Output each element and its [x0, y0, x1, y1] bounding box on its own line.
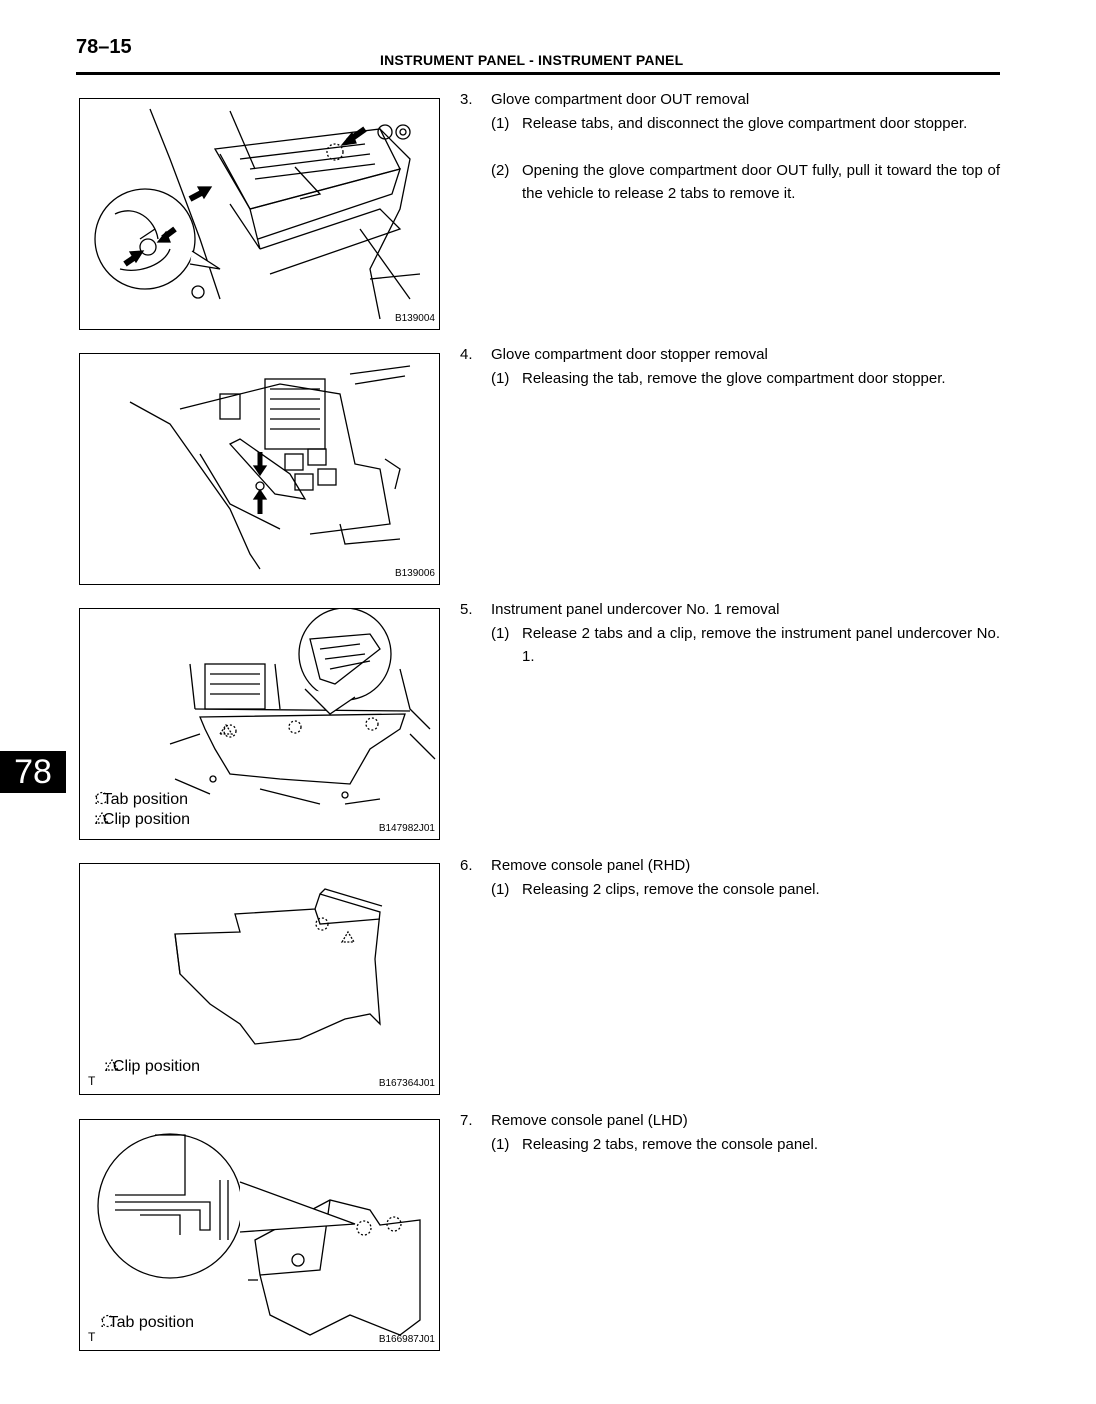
substep-number: (1)	[491, 369, 510, 387]
substep	[491, 1133, 1000, 1157]
substep	[491, 112, 1000, 136]
step-number: 5.	[460, 601, 473, 618]
figure-console-rhd	[79, 863, 440, 1095]
substep-number: (1)	[491, 114, 510, 132]
substep-text: Releasing 2 tabs, remove the console panel.	[522, 1135, 819, 1153]
figure-code: B139004	[394, 313, 435, 324]
clip-position-icon	[94, 811, 110, 825]
figure-undercover-removal	[79, 608, 440, 840]
figure-t-mark: T	[88, 1330, 96, 1344]
step-number: 3.	[460, 91, 473, 108]
substep	[491, 622, 1000, 669]
legend-label: : Clip position	[94, 811, 191, 828]
step-title: Remove console panel (LHD)	[491, 1112, 688, 1129]
door-stopper-illustration	[80, 354, 440, 585]
substep-text: Releasing 2 clips, remove the console panel.	[522, 880, 820, 898]
figure-door-stopper-removal	[79, 353, 440, 585]
substep-number: (1)	[491, 880, 510, 898]
substep-number: (1)	[491, 624, 510, 642]
legend-label: : Clip position	[104, 1058, 201, 1075]
substep	[491, 367, 1000, 391]
substep-text: Releasing the tab, remove the glove compartment door stopper.	[522, 369, 946, 387]
substep-text: Opening the glove compartment door OUT fully, pull it toward the top of the vehicle to release 2 tabs to remove it.	[522, 161, 1000, 202]
substep-text: Release 2 tabs and a clip, remove the instrument panel undercover No. 1.	[522, 624, 1000, 665]
step-title: Instrument panel undercover No. 1 removal	[491, 601, 780, 618]
legend-clip-position	[104, 1058, 200, 1076]
step-title: Remove console panel (RHD)	[491, 857, 691, 874]
page-number: 78–15	[76, 36, 132, 58]
step-number: 4.	[460, 346, 473, 363]
figure-code: B147982J01	[378, 823, 435, 834]
substep-number: (2)	[491, 161, 510, 179]
tab-position-icon	[94, 791, 110, 805]
figure-glove-door-removal	[79, 98, 440, 330]
header-title: INSTRUMENT PANEL - INSTRUMENT PANEL	[380, 52, 684, 68]
step-number: 7.	[460, 1112, 473, 1129]
legend-clip-position	[94, 811, 190, 829]
substep	[491, 159, 1000, 206]
substep	[491, 878, 1000, 902]
clip-position-icon	[104, 1058, 120, 1072]
legend-label: : Tab position	[100, 1314, 194, 1331]
tab-position-icon	[100, 1314, 116, 1328]
header-rule	[76, 72, 1000, 75]
substep-text: Release tabs, and disconnect the glove compartment door stopper.	[522, 114, 968, 132]
figure-code: B166987J01	[378, 1334, 435, 1345]
substep-number: (1)	[491, 1135, 510, 1153]
glove-door-illustration	[80, 99, 440, 330]
step-number: 6.	[460, 857, 473, 874]
figure-code: B139006	[394, 568, 435, 579]
legend-tab-position	[94, 791, 188, 809]
step-title: Glove compartment door OUT removal	[491, 91, 750, 108]
figure-console-lhd	[79, 1119, 440, 1351]
step-title: Glove compartment door stopper removal	[491, 346, 768, 363]
legend-label: : Tab position	[94, 791, 188, 808]
figure-t-mark: T	[88, 1074, 96, 1088]
figure-code: B167364J01	[378, 1078, 435, 1089]
section-tab: 78	[0, 751, 66, 793]
legend-tab-position	[100, 1314, 194, 1332]
